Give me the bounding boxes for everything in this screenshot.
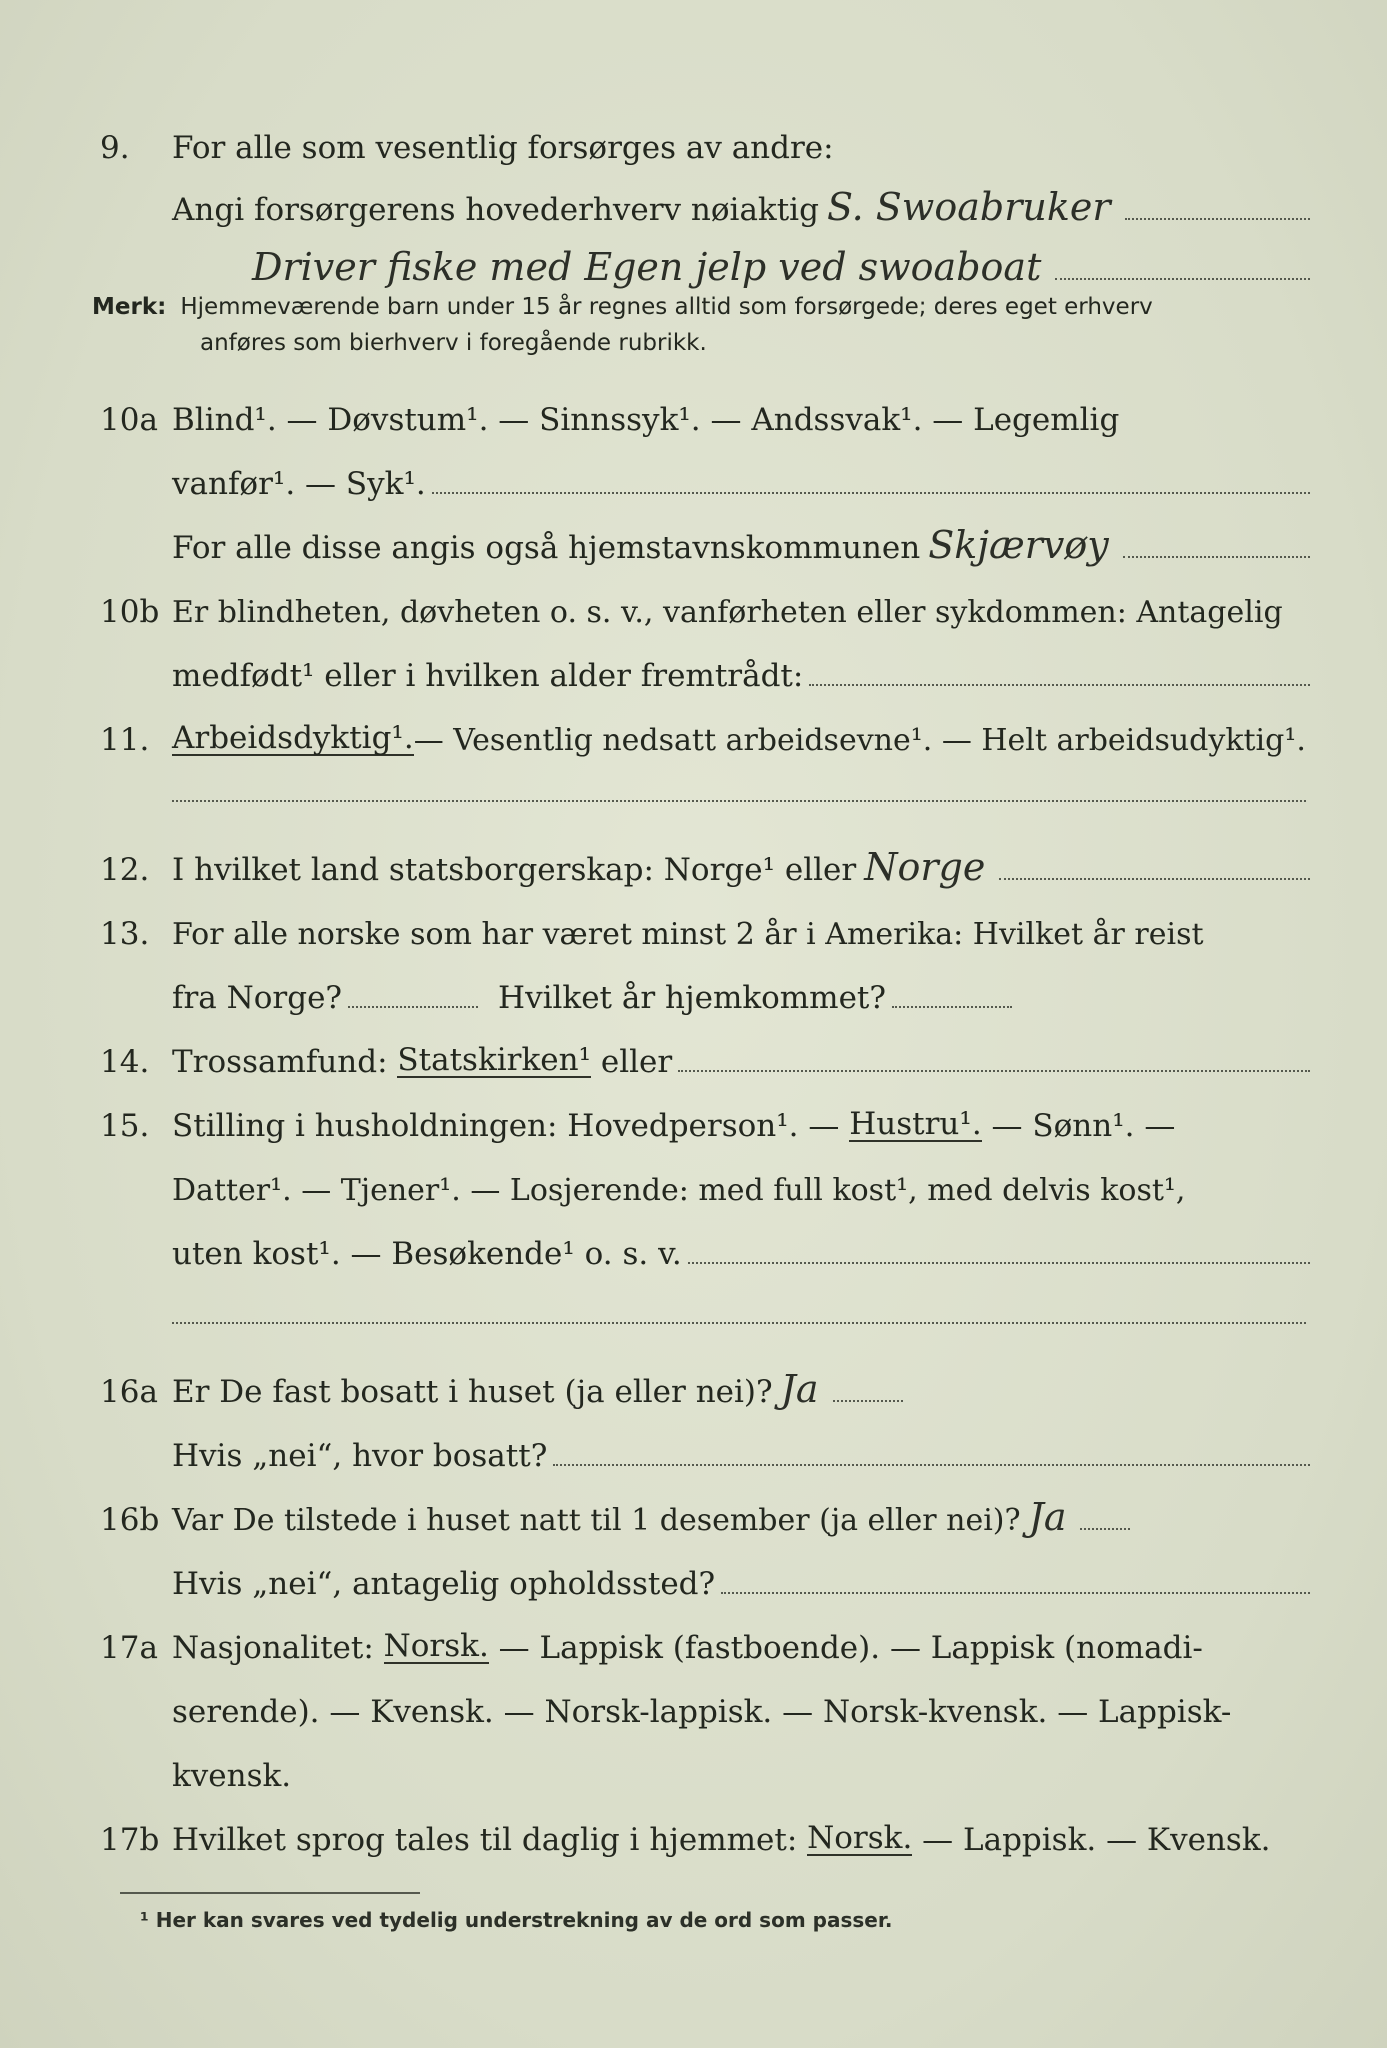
q14-or: eller [591, 1044, 673, 1080]
merk-note-line1 [92, 294, 1322, 320]
q10b-line2 [100, 636, 1310, 692]
merk-label: Merk: [92, 294, 167, 320]
q10b-answer-line [809, 684, 1310, 686]
q17a-question: Nasjonalitet: [172, 1630, 384, 1666]
footnote-divider [120, 1892, 420, 1894]
q15-line1 [100, 1086, 1310, 1142]
q17b-line [100, 1800, 1310, 1856]
footnote: ¹ Her kan svares ved tydelig understrekning av de ord som passer. [140, 1908, 893, 1932]
q13-departure-line [348, 1006, 478, 1008]
q16a-followup: Hvis „nei“, hvor bosatt? [172, 1438, 548, 1474]
q17a-line2 [100, 1672, 1310, 1728]
q13-question: For alle norske som har været minst 2 år i Amerika: Hvilket år reist [172, 917, 1204, 952]
q10a-line1 [100, 380, 1310, 436]
q16a-followup-line [553, 1464, 1310, 1466]
q11-line1 [100, 700, 1310, 756]
q13-return-prompt: Hvilket år hjemkommet? [498, 980, 887, 1016]
q17a-options-rest: — Lappisk (fastboende). — Lappisk (nomadi- [488, 1630, 1203, 1666]
q9-handwritten-occupation: S. Swoabruker [826, 185, 1111, 229]
q10a-number: 10a [100, 402, 158, 438]
q15-options-rest: — Sønn¹. — [981, 1108, 1176, 1144]
q17a-line1 [100, 1608, 1310, 1664]
q10a-options: Blind¹. — Døvstum¹. — Sinnssyk¹. — Andssvak¹. — Legemlig [172, 402, 1120, 438]
q16b-handwritten-answer: Ja [1028, 1495, 1067, 1539]
merk-text-2: anføres som bierhverv i foregående rubrikk. [200, 330, 707, 356]
q16b-answer-line [1080, 1528, 1130, 1530]
q13-line2 [100, 958, 1310, 1014]
merk-note-line2 [200, 330, 1387, 356]
q16a-answer-line [833, 1400, 903, 1402]
q14-number: 14. [100, 1044, 150, 1080]
q16a-handwritten-answer: Ja [780, 1367, 819, 1411]
merk-text-1: Hjemmeværende barn under 15 år regnes alltid som forsørgede; deres eget erhverv [180, 294, 1153, 320]
q9-line2 [100, 170, 1310, 229]
q16b-followup: Hvis „nei“, antagelig opholdssted? [172, 1566, 716, 1602]
q16b-line2 [100, 1544, 1310, 1600]
q17b-options-rest: — Lappisk. — Kvensk. [912, 1822, 1271, 1858]
q17b-selected-option: Norsk. [807, 1820, 913, 1856]
q15-options-2: Datter¹. — Tjener¹. — Losjerende: med full kost¹, med delvis kost¹, [172, 1173, 1186, 1208]
q16b-line1 [100, 1480, 1310, 1539]
q16a-line1 [100, 1352, 1310, 1411]
q13-return-line [892, 1006, 1012, 1008]
q12-line [100, 830, 1310, 889]
q14-selected-option: Statskirken¹ [397, 1042, 591, 1078]
q10a-answer-line [432, 492, 1310, 494]
q15-options-3: uten kost¹. — Besøkende¹ o. s. v. [172, 1236, 682, 1272]
q16b-followup-line [721, 1592, 1310, 1594]
q9-answer-line-2 [1055, 278, 1310, 280]
q9-occupation-prompt: Angi forsørgerens hovederhverv nøiaktig [172, 192, 819, 228]
q14-question: Trossamfund: [172, 1044, 398, 1080]
q17a-options-3: kvensk. [172, 1758, 292, 1794]
q10a-municipality-line [1123, 556, 1310, 558]
q15-question: Stilling i husholdningen: Hovedperson¹. — [172, 1108, 850, 1144]
q17a-number: 17a [100, 1630, 158, 1666]
q11-number: 11. [100, 722, 150, 758]
q17b-number: 17b [100, 1822, 160, 1858]
q15-line2 [100, 1150, 1310, 1206]
q15-selected-option: Hustru¹. [849, 1106, 982, 1142]
q17b-question: Hvilket sprog tales til daglig i hjemmet: [172, 1822, 808, 1858]
q10a-options-2: vanfør¹. — Syk¹. [172, 466, 426, 502]
q13-departure-prompt: fra Norge? [172, 980, 343, 1016]
q9-question: For alle som vesentlig forsørges av andre: [172, 130, 834, 166]
q15-number: 15. [100, 1108, 150, 1144]
q15-answer-line [688, 1262, 1310, 1264]
q17a-selected-option: Norsk. [383, 1628, 489, 1664]
q16a-line2 [100, 1416, 1310, 1472]
q9-number: 9. [100, 130, 130, 166]
q14-answer-line [678, 1070, 1310, 1072]
q15-extra-line [172, 1322, 1306, 1324]
q13-line1 [100, 894, 1310, 950]
q10a-municipality-prompt: For alle disse angis også hjemstavnskommunen [172, 530, 921, 566]
q12-answer-line [999, 878, 1310, 880]
q11-other-options: — Vesentlig nedsatt arbeidsevne¹. — Helt arbeidsudyktig¹. [413, 723, 1306, 758]
q9-handwritten-detail: Driver fiske med Egen jelp ved swoaboat [252, 245, 1042, 289]
q16a-question: Er De fast bosatt i huset (ja eller nei)? [172, 1374, 773, 1410]
q15-line3 [100, 1214, 1310, 1270]
q10a-line3 [100, 508, 1310, 567]
q10a-line2 [100, 444, 1310, 500]
q14-line [100, 1022, 1310, 1078]
q16b-number: 16b [100, 1502, 160, 1538]
q10b-number: 10b [100, 594, 160, 630]
q17a-line3 [100, 1736, 1310, 1792]
q17a-options-2: serende). — Kvensk. — Norsk-lappisk. — Norsk-kvensk. — Lappisk- [172, 1694, 1232, 1730]
q9-line1 [100, 108, 1310, 164]
q16b-question: Var De tilstede i huset natt til 1 desember (ja eller nei)? [172, 1503, 1021, 1538]
q11-selected-option: Arbeidsdyktig¹. [172, 720, 414, 756]
q9-answer-line [1125, 218, 1310, 220]
q10a-handwritten-municipality: Skjærvøy [928, 523, 1109, 567]
q16a-number: 16a [100, 1374, 158, 1410]
q13-number: 13. [100, 916, 150, 952]
q12-question: I hvilket land statsborgerskap: Norge¹ eller [172, 852, 857, 888]
q11-answer-line [172, 800, 1306, 802]
q12-number: 12. [100, 852, 150, 888]
q9-line3 [100, 230, 1310, 289]
q10b-question-2: medfødt¹ eller i hvilken alder fremtrådt: [172, 658, 804, 694]
q10b-line1 [100, 572, 1310, 628]
q10b-question: Er blindheten, døvheten o. s. v., vanførheten eller sykdommen: Antagelig [172, 595, 1283, 630]
q12-handwritten-answer: Norge [864, 845, 986, 889]
